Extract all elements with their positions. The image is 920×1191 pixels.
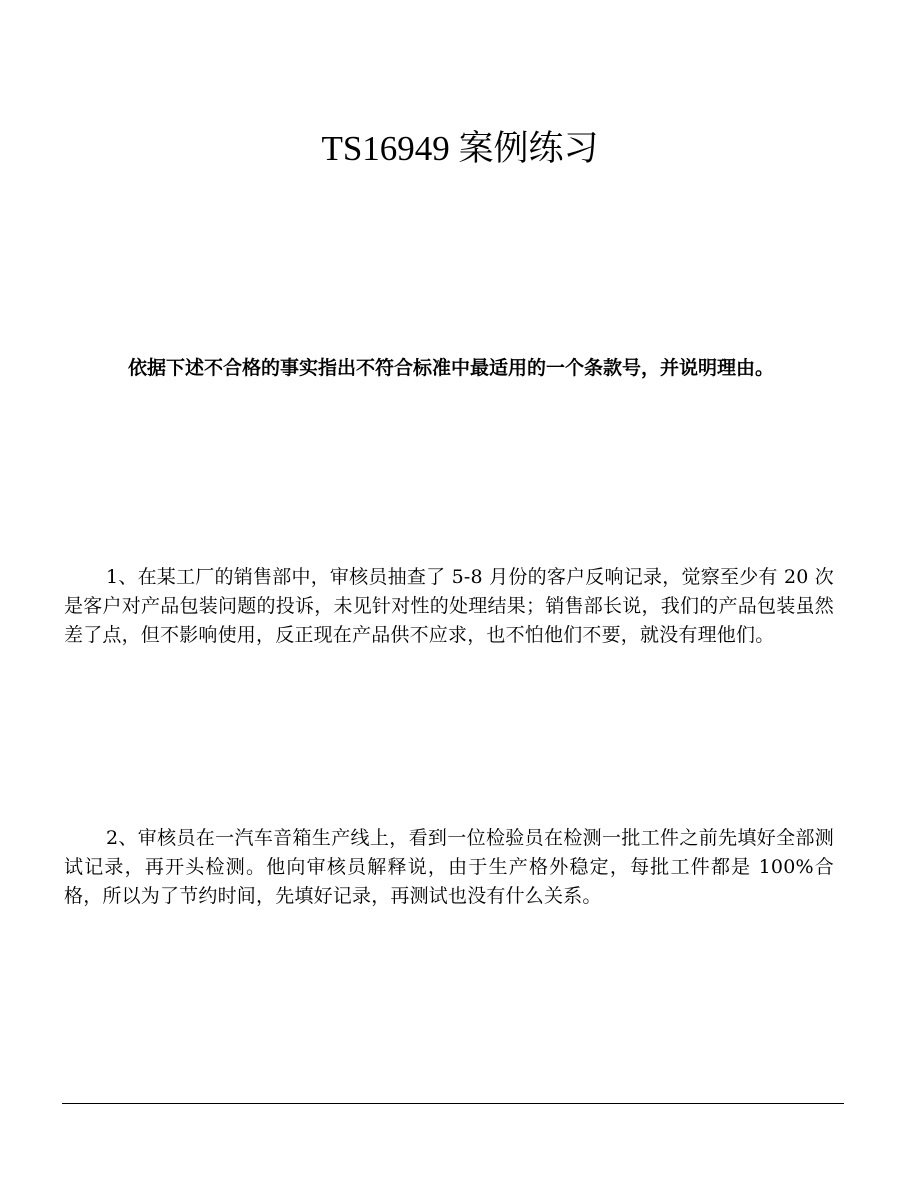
case-paragraph-1: 1、在某工厂的销售部中，审核员抽查了 5-8 月份的客户反响记录，觉察至少有 20 次是客户对产品包装问题的投诉，未见针对性的处理结果；销售部长说，我们的产品包装虽然差了点，但不影响使用，反正现在产品供不应求，也不怕他们不要，就没有理他们。 xyxy=(64,566,834,646)
case-paragraph-2: 2、审核员在一汽车音箱生产线上，看到一位检验员在检测一批工件之前先填好全部测试记录，再开头检测。他向审核员解释说，由于生产格外稳定，每批工件都是 100%合格，所以为了节约时间，先填好记录，再测试也没有什么关系。 xyxy=(64,827,834,907)
footer-divider xyxy=(62,1103,844,1104)
instruction-paragraph: 依据下述不合格的事实指出不符合标准中最适用的一个条款号，并说明理由。 xyxy=(128,357,775,379)
document-title: TS16949 案例练习 xyxy=(321,129,599,168)
